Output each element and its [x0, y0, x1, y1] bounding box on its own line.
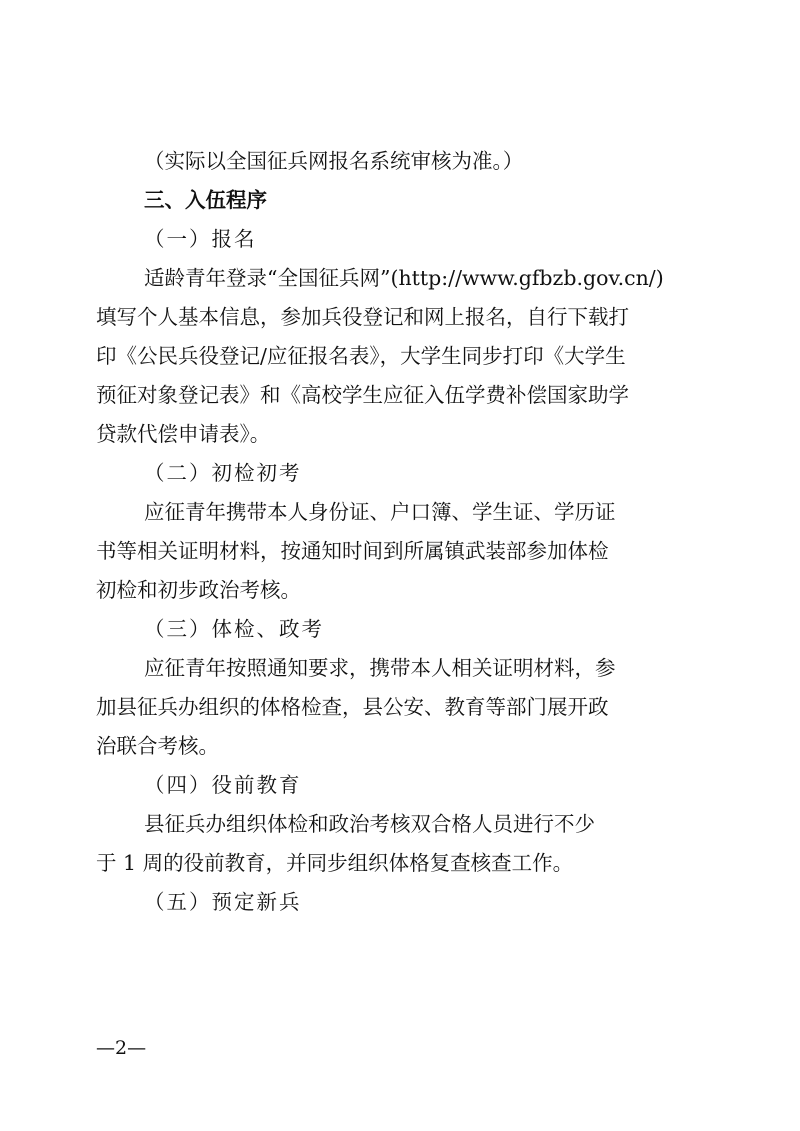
paragraph-line: 于 1 周的役前教育，并同步组织体格复查核查工作。 — [96, 851, 574, 875]
paragraph-line: 印《公民兵役登记/应征报名表》，大学生同步打印《大学生 — [96, 344, 626, 368]
subsection-heading: （四）役前教育 — [144, 773, 302, 797]
subsection-heading: （二）初检初考 — [144, 461, 302, 485]
paragraph-line: 贷款代偿申请表》。 — [96, 422, 271, 446]
page-number: —2— — [96, 1037, 147, 1059]
document-body — [96, 142, 702, 922]
paragraph-line: 适龄青年登录“全国征兵网”(http://www.gfbzb.gov.cn/) — [144, 266, 664, 290]
paragraph-line: 初检和初步政治考核。 — [96, 578, 301, 602]
paragraph-line: 治联合考核。 — [96, 734, 219, 758]
paragraph-line: 县征兵办组织体检和政治考核双合格人员进行不少 — [144, 812, 595, 836]
note-line: （实际以全国征兵网报名系统审核为准。） — [144, 149, 524, 173]
paragraph-line: 应征青年携带本人身份证、户口簿、学生证、学历证 — [144, 500, 616, 524]
subsection-heading: （三）体检、政考 — [144, 617, 324, 641]
subsection-heading: （一）报名 — [144, 227, 257, 251]
paragraph-line: 书等相关证明材料，按通知时间到所属镇武装部参加体检 — [96, 539, 609, 563]
paragraph-line: 应征青年按照通知要求，携带本人相关证明材料，参 — [144, 656, 616, 680]
section-heading: 三、入伍程序 — [144, 188, 267, 212]
paragraph-line: 预征对象登记表》和《高校学生应征入伍学费补偿国家助学 — [96, 383, 629, 407]
subsection-heading: （五）预定新兵 — [144, 890, 302, 914]
paragraph-line: 加县征兵办组织的体格检查，县公安、教育等部门展开政 — [96, 695, 609, 719]
paragraph-line: 填写个人基本信息，参加兵役登记和网上报名，自行下载打 — [96, 305, 629, 329]
